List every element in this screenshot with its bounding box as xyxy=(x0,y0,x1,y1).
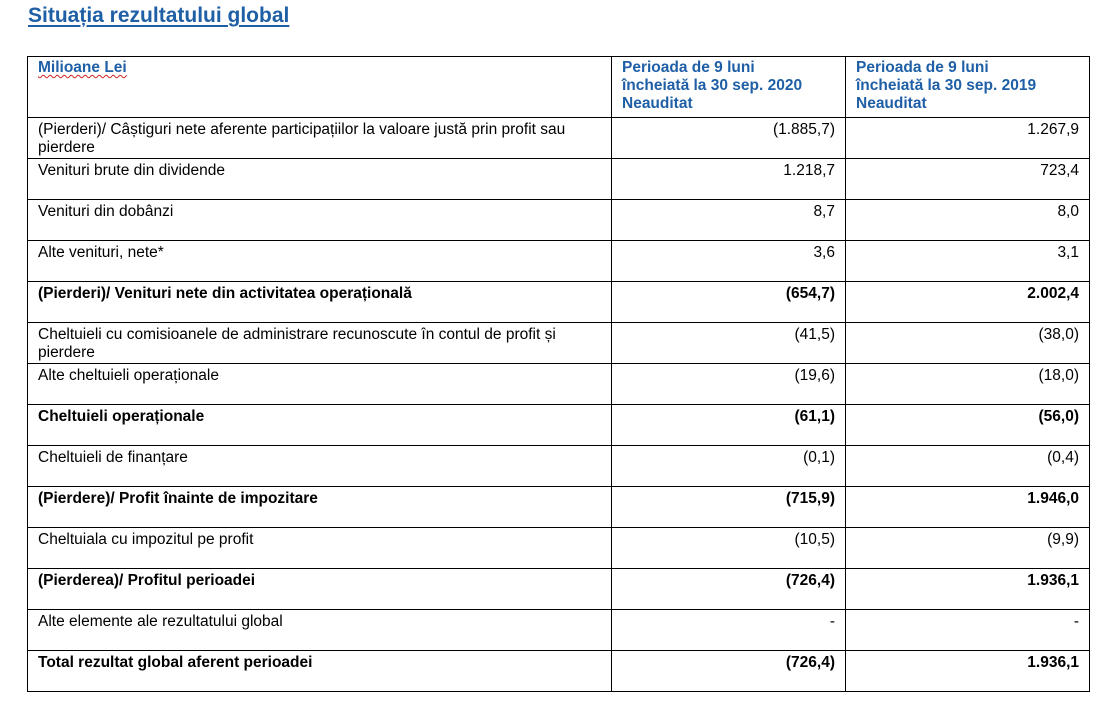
table-row xyxy=(28,282,1090,323)
table-row xyxy=(28,364,1090,405)
value-2019: 2.002,4 xyxy=(846,282,1090,323)
value-2019: 8,0 xyxy=(846,200,1090,241)
value-2019: - xyxy=(846,610,1090,651)
value-2019: (56,0) xyxy=(846,405,1090,446)
row-label: (Pierderea)/ Profitul perioadei xyxy=(28,569,612,610)
table-row xyxy=(28,159,1090,200)
value-2019: 1.267,9 xyxy=(846,118,1090,159)
row-label: Alte cheltuieli operaționale xyxy=(28,364,612,405)
value-2019: (0,4) xyxy=(846,446,1090,487)
value-2020: - xyxy=(612,610,846,651)
value-2020: (0,1) xyxy=(612,446,846,487)
page-title: Situația rezultatului global xyxy=(28,4,290,27)
table-row xyxy=(28,446,1090,487)
value-2019: (18,0) xyxy=(846,364,1090,405)
header-2019-line-1: Perioada de 9 luni xyxy=(856,59,989,76)
row-label: (Pierderi)/ Venituri nete din activitatea operațională xyxy=(28,282,612,323)
table-body xyxy=(28,118,1090,692)
value-2019: (38,0) xyxy=(846,323,1090,364)
value-2020: (715,9) xyxy=(612,487,846,528)
table-row xyxy=(28,569,1090,610)
value-2019: 723,4 xyxy=(846,159,1090,200)
row-label: (Pierderi)/ Câștiguri nete aferente participațiilor la valoare justă prin profit sau pierdere xyxy=(28,118,612,159)
header-2019-line-3: Neauditat xyxy=(856,95,927,112)
value-2020: (19,6) xyxy=(612,364,846,405)
value-2019: 1.946,0 xyxy=(846,487,1090,528)
header-period-2020 xyxy=(612,57,846,118)
value-2020: (10,5) xyxy=(612,528,846,569)
value-2020: (654,7) xyxy=(612,282,846,323)
value-2020: 8,7 xyxy=(612,200,846,241)
row-label: Cheltuieli operaționale xyxy=(28,405,612,446)
header-2020-line-2: încheiată la 30 sep. 2020 xyxy=(622,77,803,94)
table-row xyxy=(28,118,1090,159)
header-unit-label: Milioane Lei xyxy=(38,59,127,76)
income-statement-table xyxy=(27,56,1090,692)
table-row xyxy=(28,241,1090,282)
header-2020-line-3: Neauditat xyxy=(622,95,693,112)
value-2020: (61,1) xyxy=(612,405,846,446)
value-2020: (726,4) xyxy=(612,569,846,610)
table-header-row xyxy=(28,57,1090,118)
value-2020: (726,4) xyxy=(612,651,846,692)
row-label: (Pierdere)/ Profit înainte de impozitare xyxy=(28,487,612,528)
row-label: Alte elemente ale rezultatului global xyxy=(28,610,612,651)
table-row xyxy=(28,610,1090,651)
value-2020: 1.218,7 xyxy=(612,159,846,200)
table-row xyxy=(28,200,1090,241)
value-2020: (41,5) xyxy=(612,323,846,364)
header-label-cell xyxy=(28,57,612,118)
table-row xyxy=(28,651,1090,692)
row-label: Total rezultat global aferent perioadei xyxy=(28,651,612,692)
table-row xyxy=(28,487,1090,528)
row-label: Venituri din dobânzi xyxy=(28,200,612,241)
table-row xyxy=(28,405,1090,446)
value-2020: 3,6 xyxy=(612,241,846,282)
table-row xyxy=(28,528,1090,569)
value-2019: 1.936,1 xyxy=(846,651,1090,692)
header-2019-line-2: încheiată la 30 sep. 2019 xyxy=(856,77,1037,94)
value-2019: 1.936,1 xyxy=(846,569,1090,610)
value-2020: (1.885,7) xyxy=(612,118,846,159)
row-label: Cheltuiala cu impozitul pe profit xyxy=(28,528,612,569)
value-2019: (9,9) xyxy=(846,528,1090,569)
table-row xyxy=(28,323,1090,364)
row-label: Cheltuieli cu comisioanele de administrare recunoscute în contul de profit și pierdere xyxy=(28,323,612,364)
row-label: Alte venituri, nete* xyxy=(28,241,612,282)
row-label: Cheltuieli de finanțare xyxy=(28,446,612,487)
row-label: Venituri brute din dividende xyxy=(28,159,612,200)
value-2019: 3,1 xyxy=(846,241,1090,282)
header-period-2019 xyxy=(846,57,1090,118)
header-2020-line-1: Perioada de 9 luni xyxy=(622,59,755,76)
